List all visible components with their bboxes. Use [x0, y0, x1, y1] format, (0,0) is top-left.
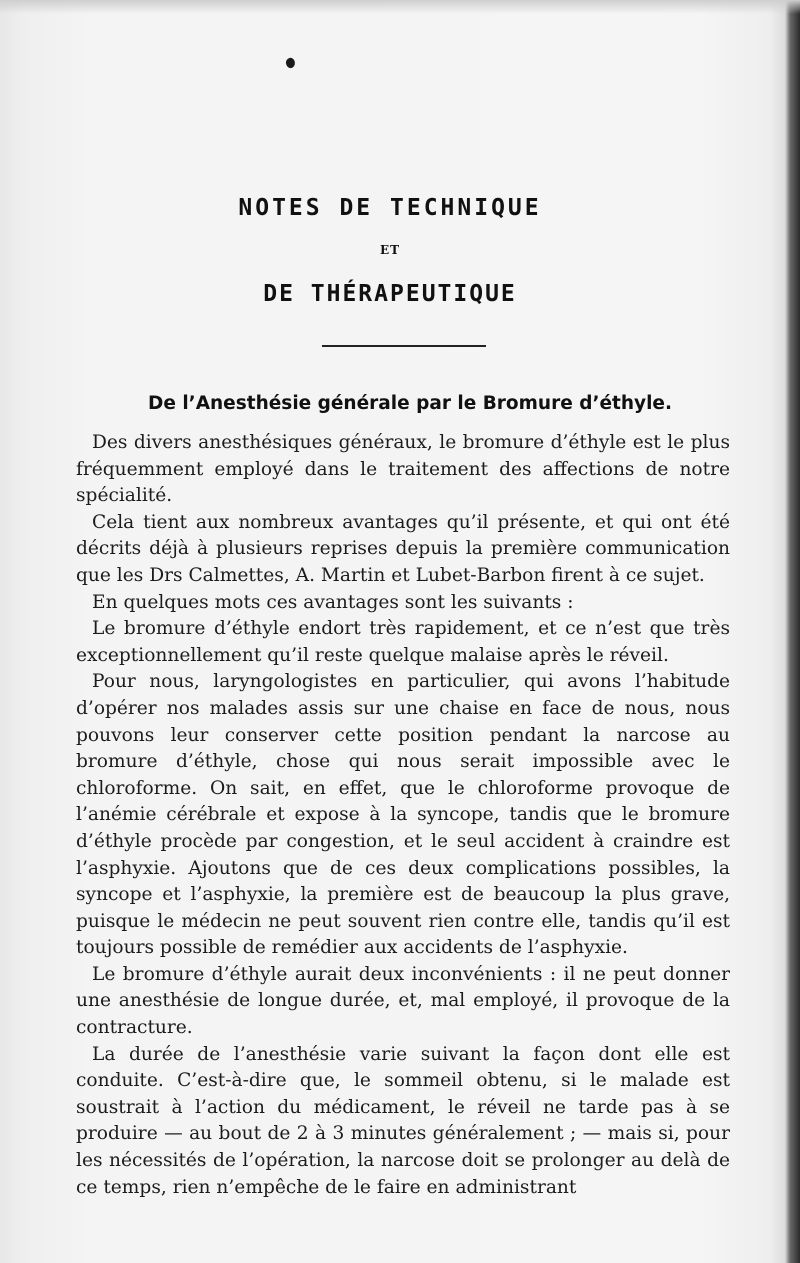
article-title: De l’Anesthésie générale par le Bromure d’éthyle.	[147, 393, 673, 414]
article-body	[76, 430, 730, 1201]
section-heading: NOTES DE TECHNIQUE	[238, 195, 542, 221]
heading-divider	[322, 345, 486, 347]
paragraph: Pour nous, laryngologistes en particulier, qui avons l’habitude d’opérer nos malades assis sur une chaise en face de nous, nous pouvons leur conserver cette position pendant la narcose au bromure d’éthyle, chose qui nous serait impossible avec le chloroforme. On sait, en effet, que le chloroforme provoque de l’anémie cérébrale et expose à la syncope, tandis que le bromure d’éthyle procède par congestion, et le seul accident à craindre est l’asphyxie. Ajoutons que de ces deux complications possibles, la syncope et l’asphyxie, la première est de beaucoup la plus grave, puisque le médecin ne peut souvent rien contre elle, tandis qu’il est toujours possible de remédier aux accidents de l’asphyxie.	[76, 671, 730, 959]
scan-edge-shadow	[0, 0, 800, 14]
ink-speck	[284, 57, 296, 70]
paragraph: En quelques mots ces avantages sont les suivants :	[92, 591, 574, 613]
paragraph: Cela tient aux nombreux avantages qu’il présente, et qui ont été décrits déjà à plusieurs reprises depuis la première communication que les Drs Calmettes, A. Martin et Lubet-Barbon firent à ce sujet.	[76, 511, 730, 586]
section-heading-subtitle: DE THÉRAPEUTIQUE	[263, 281, 517, 307]
paragraph: Le bromure d’éthyle endort très rapidement, et ce n’est que très exceptionnellement qu’il reste quelque malaise après le réveil.	[76, 618, 730, 666]
paragraph: Des divers anesthésiques généraux, le bromure d’éthyle est le plus fréquemment employé dans le traitement des affections de notre spécialité.	[76, 432, 730, 507]
paragraph: La durée de l’anesthésie varie suivant la façon dont elle est conduite. C’est-à-dire que, le sommeil obtenu, si le malade est soustrait à l’action du médicament, le réveil ne tarde pas à se produire — au bout de 2 à 3 minutes généralement ; — mais si, pour les nécessités de l’opération, la narcose doit se prolonger au delà de ce temps, rien n’empêche de le faire en administrant	[76, 1043, 730, 1198]
paragraph: Le bromure d’éthyle aurait deux inconvénients : il ne peut donner une anesthésie de longue durée, et, mal employé, il provoque de la contracture.	[76, 963, 730, 1039]
section-heading-connector: ET	[379, 243, 401, 257]
